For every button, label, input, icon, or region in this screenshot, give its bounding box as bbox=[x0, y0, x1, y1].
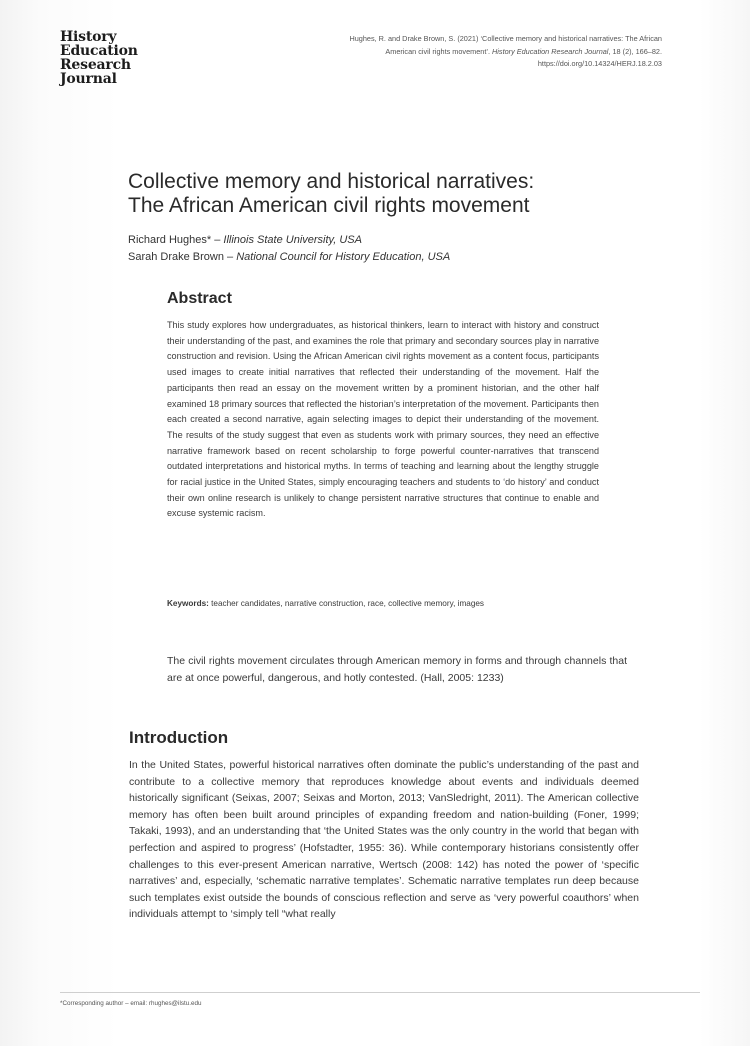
author-list bbox=[128, 232, 648, 266]
abstract-heading: Abstract bbox=[167, 290, 232, 307]
logo-line-3: Research bbox=[60, 57, 131, 73]
article-title bbox=[128, 170, 648, 218]
logo-line-1: History bbox=[60, 29, 117, 45]
citation-details: , 18 (2), 166–82. https://doi.org/10.14324/HERJ.18.2.03 bbox=[537, 46, 662, 68]
author-1 bbox=[128, 232, 648, 249]
author-1-name: Richard Hughes* – bbox=[128, 234, 224, 246]
author-1-affiliation: Illinois State University, USA bbox=[223, 234, 362, 246]
abstract-text: This study explores how undergraduates, as historical thinkers, learn to interact with history and construct their understanding of the past, and examines the role that primary and secondary sources play in narrative construction and revision. Using the African American civil rights movement as a content focus, participants used images to create initial narratives that reflected their understanding of the movement. Half the participants then read an essay on the movement written by a prominent historian, and the other half examined 18 primary sources that reflected the historian’s interpretation of the movement. Participants then each created a second narrative, again selecting images to depict their understanding of the movement. The results of the study suggest that even as students work with primary sources, they need an effective narrative framework based on recent scholarship to forge powerful counter-narratives that transcend outdated interpretations and historical myths. In terms of teaching and learning about the lengthy struggle for racial justice in the United States, simply encouraging teachers and students to ‘do history’ and conduct their own online research is unlikely to change persistent narrative structures that continue to enable and excuse systemic racism. bbox=[167, 320, 599, 519]
introduction-heading: Introduction bbox=[129, 728, 229, 747]
citation-block bbox=[332, 33, 662, 71]
logo-line-4: Journal bbox=[60, 71, 117, 87]
keywords-list: teacher candidates, narrative construction, race, collective memory, images bbox=[208, 599, 485, 608]
author-2-affiliation: National Council for History Education, USA bbox=[236, 251, 451, 263]
author-2 bbox=[128, 249, 648, 266]
citation-text: Hughes, R. and Drake Brown, S. (2021) ‘Collective memory and historical narratives: The African American civil rights movement’. bbox=[349, 34, 662, 56]
citation-journal: History Education Research Journal bbox=[492, 46, 609, 56]
journal-logo bbox=[60, 30, 138, 86]
keywords-label: Keywords: bbox=[167, 599, 209, 608]
introduction-text: In the United States, powerful historical narratives often dominate the public’s understanding of the past and contribute to a collective memory that reproduces knowledge about events and individuals deemed historically significant (Seixas, 2007; Seixas and Morton, 2013; VanSledright, 2011). The American collective memory has often been built around principles of expanding freedom and nation-building (Foner, 1999; Takaki, 1993), and an understanding that ‘the United States was the only country in the world that began with perfection and aspired to progress’ (Hofstadter, 1955: 36). While contemporary historians consistently offer challenges to this ever-present American narrative, Wertsch (2008: 142) has noted the power of ‘specific narratives’ and, especially, ‘schematic narrative templates’. Schematic narrative templates run deep because such templates exist outside the bounds of conscious reflection and serve as ‘very powerful coauthors’ when individuals attempt to ‘simply tell “what really bbox=[129, 759, 639, 921]
epigraph-quote: The civil rights movement circulates through American memory in forms and through channels that are at once powerful, dangerous, and hotly contested. (Hall, 2005: 1233) bbox=[167, 655, 627, 684]
logo-line-2: Education bbox=[60, 43, 138, 59]
keywords bbox=[167, 598, 547, 610]
footnote-divider bbox=[60, 992, 700, 993]
title-line-2: The African American civil rights movement bbox=[128, 194, 530, 217]
title-line-1: Collective memory and historical narratives: bbox=[128, 170, 535, 193]
author-2-name: Sarah Drake Brown – bbox=[128, 251, 237, 263]
footnote: *Corresponding author – email: rhughes@ilstu.edu bbox=[60, 1000, 202, 1007]
